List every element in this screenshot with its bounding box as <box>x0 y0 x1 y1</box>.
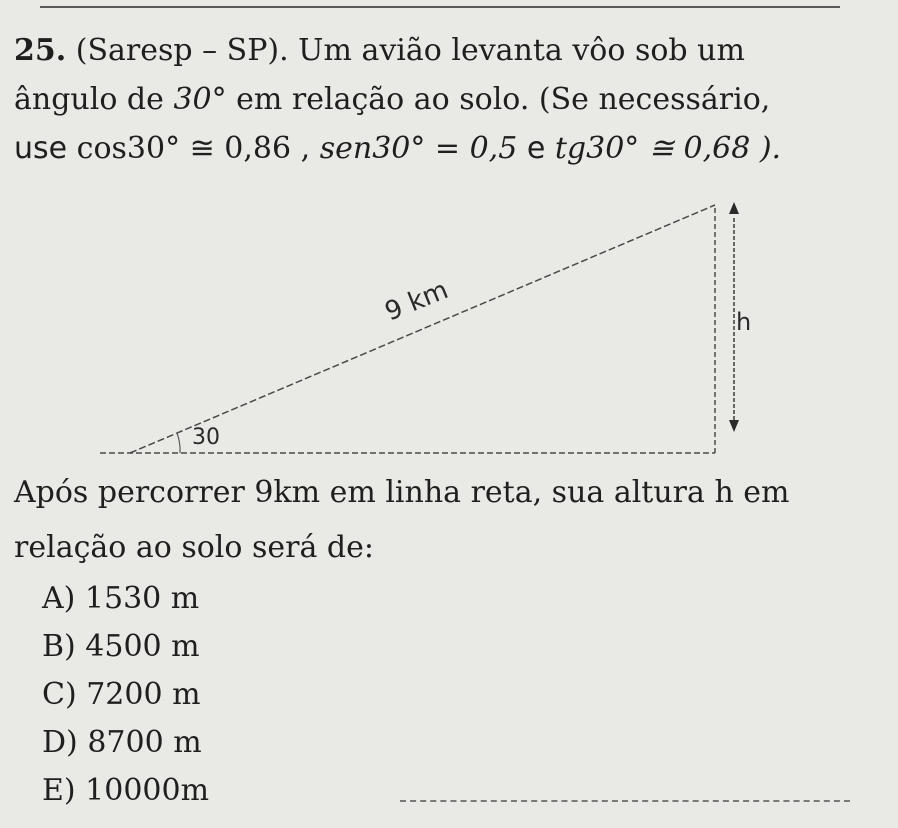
sen-expression: sen30° = 0,5 <box>319 131 518 166</box>
header-text-1: (Saresp – SP). Um avião levanta vôo sob um <box>75 33 745 68</box>
use-word: use <box>14 131 68 166</box>
angle-value: 30° <box>173 82 227 117</box>
triangle-figure <box>100 180 780 470</box>
header-line-1 <box>14 26 874 75</box>
bottom-rule <box>400 800 850 803</box>
option-letter: C) <box>42 677 77 712</box>
option-text: 7200 m <box>86 677 201 712</box>
option-d[interactable] <box>42 719 209 767</box>
angle-label: 30 <box>192 425 220 450</box>
tg-expression: tg30° ≅ 0,68 ). <box>554 131 782 166</box>
arrow-down-icon <box>729 420 739 432</box>
arrow-up-icon <box>729 202 739 214</box>
option-e[interactable] <box>42 767 209 815</box>
question-header <box>14 26 874 173</box>
option-letter: B) <box>42 629 76 664</box>
option-text: 8700 m <box>87 725 202 760</box>
option-letter: E) <box>42 773 76 808</box>
header-line-3 <box>14 124 874 173</box>
top-rule <box>40 6 840 8</box>
e-word: e <box>526 131 546 166</box>
angle-arc <box>177 433 180 453</box>
prompt-line-1: Após percorrer 9km em linha reta, sua altura h em <box>14 475 790 510</box>
option-text: 10000m <box>85 773 210 808</box>
question-number: 25. <box>14 33 67 68</box>
option-b[interactable] <box>42 623 209 671</box>
header-text-2a: ângulo de <box>14 82 164 117</box>
header-text-2b: em relação ao solo. (Se necessário, <box>236 82 771 117</box>
option-c[interactable] <box>42 671 209 719</box>
option-letter: A) <box>42 581 76 616</box>
option-a[interactable] <box>42 575 209 623</box>
option-letter: D) <box>42 725 78 760</box>
option-text: 4500 m <box>85 629 200 664</box>
hypotenuse-label: 9 km <box>380 275 453 328</box>
answer-options <box>42 575 209 815</box>
height-label: h <box>736 308 752 336</box>
option-text: 1530 m <box>84 581 200 616</box>
prompt-line-2: relação ao solo será de: <box>14 530 374 565</box>
header-line-2 <box>14 75 874 124</box>
question-prompt <box>14 465 874 575</box>
cos-expression: cos30° ≅ 0,86 , <box>76 131 311 166</box>
hypotenuse-line <box>130 205 715 453</box>
